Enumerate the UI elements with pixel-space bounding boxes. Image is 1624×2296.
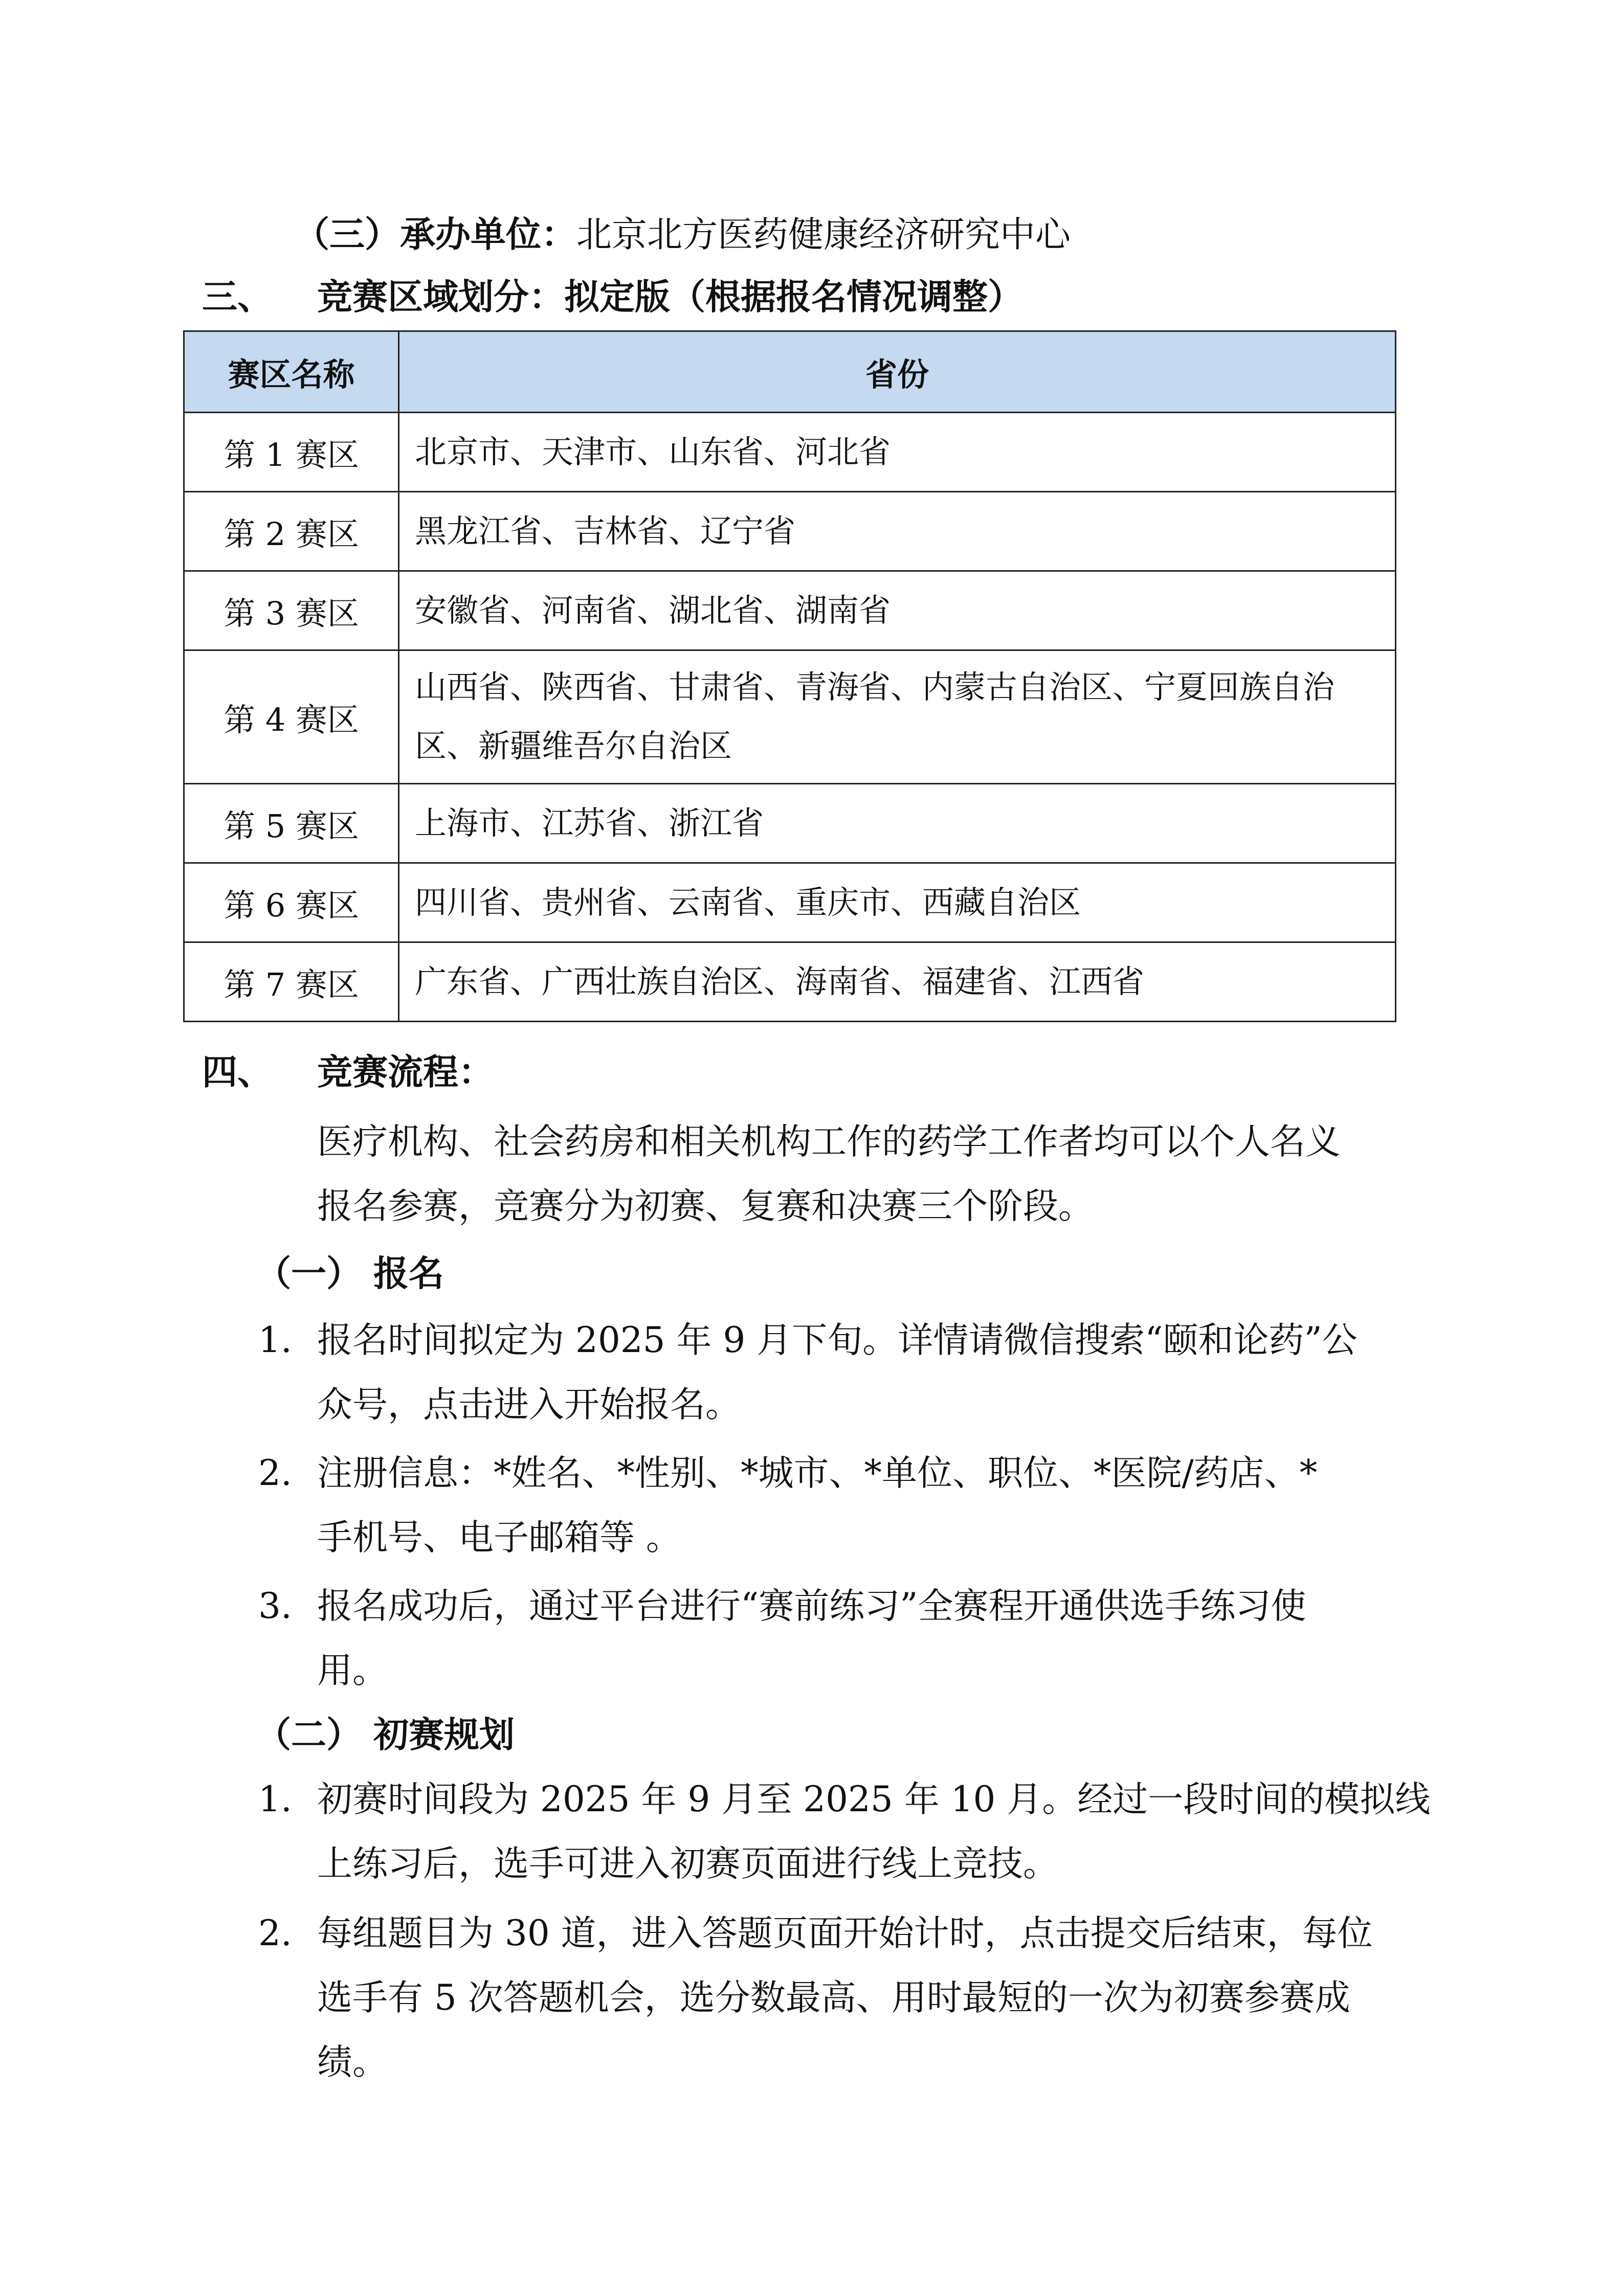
region-name: 第 7 赛区 [184,942,399,1022]
sub1-number: （一） [256,1253,362,1294]
table-row [184,784,1396,863]
organizer-label: （三）承办单位： [294,214,576,255]
region-name: 第 5 赛区 [184,784,399,863]
reg-item-2-number: 2. [258,1453,292,1494]
reg-item-1-number: 1. [258,1320,292,1361]
sub1-heading [256,1253,444,1295]
region-provinces: 安徽省、河南省、湖北省、湖南省 [399,571,1396,650]
prelim-item-1-line1: 初赛时间段为 2025 年 9 月至 2025 年 10 月。经过一段时间的模拟线 [317,1779,1431,1820]
reg-item-1-line2: 众号，点击进入开始报名。 [317,1384,741,1425]
region-provinces: 黑龙江省、吉林省、辽宁省 [399,492,1396,571]
section3-heading [202,276,1023,319]
region-provinces: 山西省、陕西省、甘肃省、青海省、内蒙古自治区、宁夏回族自治区、新疆维吾尔自治区 [399,650,1396,784]
reg-item-2-line1: 注册信息：*姓名、*性别、*城市、*单位、职位、*医院/药店、* [317,1453,1318,1494]
table-row [184,571,1396,650]
region-provinces: 四川省、贵州省、云南省、重庆市、西藏自治区 [399,863,1396,942]
region-name: 第 3 赛区 [184,571,399,650]
section4-number: 四、 [202,1052,273,1093]
header-region-name: 赛区名称 [184,331,399,413]
section4-heading [202,1051,494,1094]
prelim-item-2-line3: 绩。 [317,2042,388,2083]
header-provinces: 省份 [399,331,1396,413]
section4-title: 竞赛流程： [317,1052,494,1093]
region-provinces: 上海市、江苏省、浙江省 [399,784,1396,863]
sub2-heading [256,1714,515,1757]
prelim-item-2-line2: 选手有 5 次答题机会，选分数最高、用时最短的一次为初赛参赛成 [317,1977,1350,2018]
prelim-item-1-line2: 上练习后，选手可进入初赛页面进行线上竞技。 [317,1843,1058,1884]
reg-item-1-line1: 报名时间拟定为 2025 年 9 月下旬。详情请微信搜索“颐和论药”公 [317,1320,1358,1361]
region-provinces: 广东省、广西壮族自治区、海南省、福建省、江西省 [399,942,1396,1022]
section4-intro-line2: 报名参赛，竞赛分为初赛、复赛和决赛三个阶段。 [317,1186,1094,1227]
table-row [184,650,1396,784]
sub1-title: 报名 [373,1253,444,1294]
region-name: 第 2 赛区 [184,492,399,571]
table-row [184,942,1396,1022]
table-header-row [184,331,1396,413]
table-row [184,413,1396,492]
region-name: 第 6 赛区 [184,863,399,942]
reg-item-3-line2: 用。 [317,1650,388,1691]
reg-item-3-number: 3. [258,1586,292,1627]
table-row [184,492,1396,571]
prelim-item-1-number: 1. [258,1779,292,1820]
table-row [184,863,1396,942]
prelim-item-2-line1: 每组题目为 30 道，进入答题页面开始计时，点击提交后结束，每位 [317,1913,1373,1954]
section3-title: 竞赛区域划分：拟定版（根据报名情况调整） [317,277,1023,318]
sub2-title: 初赛规划 [373,1715,515,1755]
prelim-item-2-number: 2. [258,1913,292,1954]
region-name: 第 4 赛区 [184,650,399,784]
reg-item-2-line2: 手机号、电子邮箱等 。 [317,1517,681,1558]
organizer-value: 北京北方医药健康经济研究中心 [576,214,1071,255]
sub2-number: （二） [256,1715,362,1755]
region-provinces: 北京市、天津市、山东省、河北省 [399,413,1396,492]
region-table [183,330,1396,1022]
section4-intro-line1: 医疗机构、社会药房和相关机构工作的药学工作者均可以个人名义 [317,1121,1341,1162]
organizer-line [294,214,1071,256]
region-name: 第 1 赛区 [184,413,399,492]
section3-number: 三、 [202,277,273,318]
reg-item-3-line1: 报名成功后，通过平台进行“赛前练习”全赛程开通供选手练习使 [317,1586,1306,1627]
